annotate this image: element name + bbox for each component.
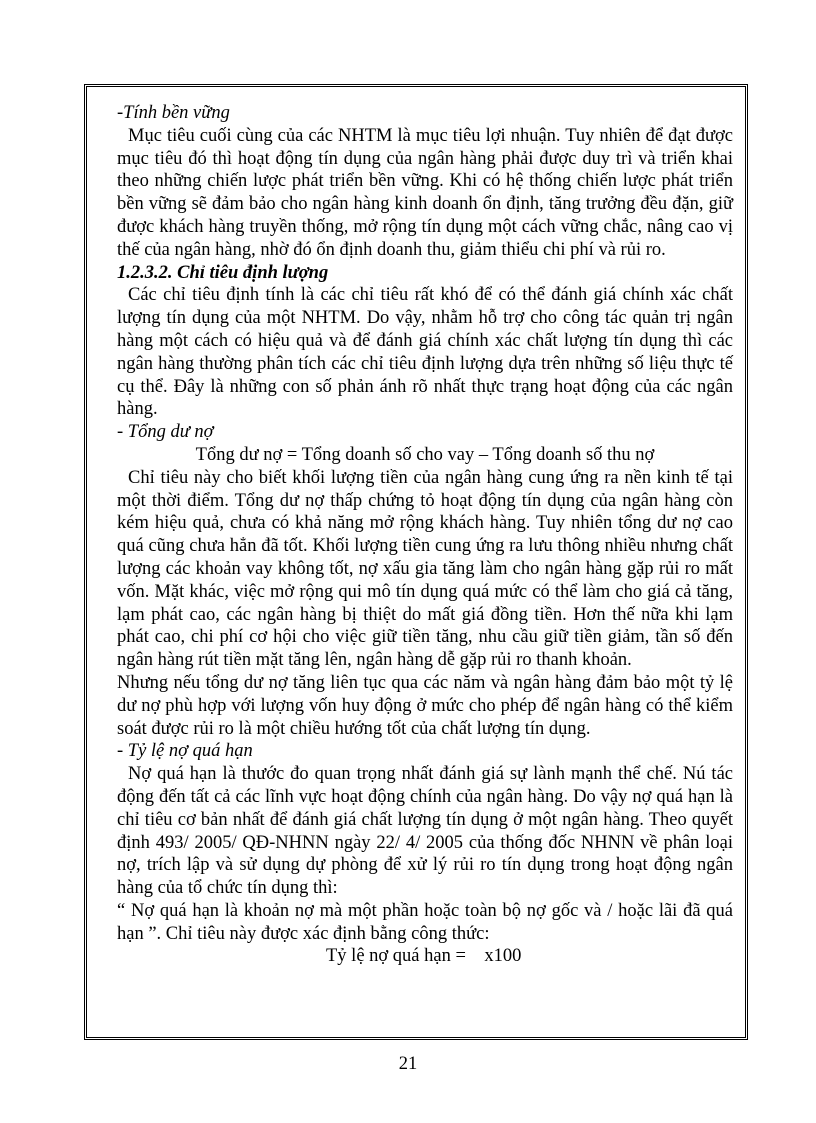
section-heading-quantitative: 1.2.3.2. Chỉ tiêu định lượng — [117, 262, 329, 283]
paragraph-total-debt-1: Chỉ tiêu này cho biết khối lượng tiền của ngân hàng cung ứng ra nền kinh tế tại một thời điểm. Tổng dư nợ thấp chứng tỏ hoạt động tín dụng của ngân hàng còn kém hiệu quả, chưa có khả năng mở rộng khách hàng. Tuy nhiên tổng dư nợ cao quá cũng chưa hẳn đã tốt. Khối lượng tiền cung ứng ra lưu thông nhiều nhưng chất lượng các khoản vay không tốt, nợ xấu gia tăng làm cho ngân hàng gặp rủi ro mất vốn. Mặt khác, việc mở rộng qui mô tín dụng quá mức có thể làm cho giá cả tăng, lạm phát cao, các ngân hàng bị thiệt do mất giá đồng tiền. Hơn thế nữa khi lạm phát cao, chi phí cơ hội cho việc giữ tiền tăng, nhu cầu giữ tiền giảm, tần số đến ngân hàng rút tiền mặt tăng lên, ngân hàng dễ gặp rủi ro thanh khoản. — [117, 467, 733, 671]
paragraph-overdue-ratio: Nợ quá hạn là thước đo quan trọng nhất đánh giá sự lành mạnh thể chế. Nú tác động đến tất cả các lĩnh vực hoạt động chính của ngân hàng. Do vậy nợ quá hạn là chỉ tiêu cơ bản nhất để đánh giá chất lượng tín dụng ở một ngân hàng. Theo quyết định 493/ 2005/ QĐ-NHNN ngày 22/ 4/ 2005 của thống đốc NHNN về phân loại nợ, trích lập và sử dụng dự phòng để xử lý rủi ro tín dụng trong hoạt động ngân hàng của tổ chức tín dụng thì: — [117, 764, 733, 899]
formula-overdue-ratio: Tỷ lệ nợ quá hạn = x100 — [326, 946, 522, 967]
document-body — [117, 102, 733, 968]
paragraph-quantitative: Các chỉ tiêu định tính là các chỉ tiêu rất khó để có thể đánh giá chính xác chất lượng tín dụng của một NHTM. Do vậy, nhằm hỗ trợ cho công tác quản trị ngân hàng một cách có hiệu quả và để đánh giá chính xác chất lượng tín dụng thì các ngân hàng thường phân tích các chỉ tiêu định lượng dựa trên những số liệu thực tế cụ thể. Đây là những con số phản ánh rõ nhất thực trạng hoạt động của các ngân hàng. — [117, 285, 733, 420]
subsection-title-overdue-ratio: - Tỷ lệ nợ quá hạn — [117, 741, 253, 762]
paragraph-total-debt-2: Nhưng nếu tổng dư nợ tăng liên tục qua các năm và ngân hàng đảm bảo một tỷ lệ dư nợ phù hợp với lượng vốn huy động ở mức cho phép để ngân hàng có thể kiểm soát được rủi ro là một chiều hướng tốt của chất lượng tín dụng. — [117, 672, 733, 739]
subsection-title-total-debt: - Tổng dư nợ — [117, 422, 214, 443]
paragraph-sustainability: Mục tiêu cuối cùng của các NHTM là mục tiêu lợi nhuận. Tuy nhiên để đạt được mục tiêu đó thì hoạt động tín dụng của ngân hàng phải được duy trì và triển khai theo những chiến lược phát triển bền vững. Khi có hệ thống chiến lược phát triển bền vững sẽ đảm bảo cho ngân hàng kinh doanh ổn định, tăng trưởng đều đặn, giữ được khách hàng truyền thống, mở rộng tín dụng một cách vững chắc, nâng cao vị thế của ngân hàng, nhờ đó ổn định doanh thu, giảm thiểu chi phí và rủi ro. — [117, 125, 733, 260]
formula-total-debt: Tổng dư nợ = Tổng doanh số cho vay – Tổng doanh số thu nợ — [195, 444, 655, 465]
quote-overdue-definition: “ Nợ quá hạn là khoản nợ mà một phần hoặc toàn bộ nợ gốc và / hoặc lãi đã quá hạn ”. Chỉ tiêu này được xác định bằng công thức: — [117, 900, 733, 944]
subsection-title-sustainability: -Tính bền vững — [117, 103, 230, 123]
page-number: 21 — [398, 1054, 418, 1074]
